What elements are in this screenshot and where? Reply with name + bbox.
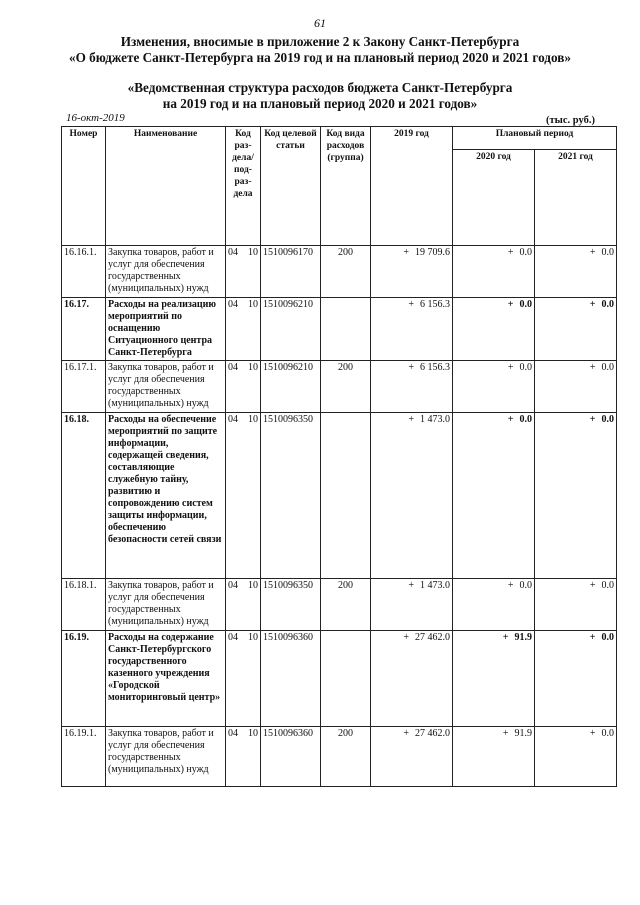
budget-table [61, 126, 617, 787]
header-plan-period: Плановый период [453, 127, 617, 150]
amount-sign: + [589, 247, 596, 258]
row-vid [321, 631, 371, 727]
document-subtitle-line-1: «Ведомственная структура расходов бюджета Санкт-Петербурга [127, 80, 513, 95]
row-amount-2019 [371, 579, 453, 631]
row-amount-2019 [371, 361, 453, 413]
amount-sign: + [502, 728, 509, 739]
row-name: Закупка товаров, работ и услуг для обеспечения государственных (муниципальных) нужд [106, 361, 226, 413]
amount-value: 0.0 [601, 580, 614, 591]
amount-value: 0.0 [601, 728, 614, 739]
table-row [62, 727, 617, 787]
row-razdel: 04 [226, 579, 244, 631]
row-amount-2020 [453, 298, 535, 361]
row-number: 16.17.1. [62, 361, 106, 413]
row-amount-2019 [371, 727, 453, 787]
row-podrazdel: 10 [244, 631, 261, 727]
header-2021: 2021 год [535, 150, 617, 246]
units-label: (тыс. руб.) [546, 115, 595, 126]
row-name: Закупка товаров, работ и услуг для обеспечения государственных (муниципальных) нужд [106, 246, 226, 298]
header-vid: Код вида расходов (группа) [321, 127, 371, 246]
amount-value: 0.0 [519, 362, 532, 373]
amount-value: 91.9 [514, 728, 532, 739]
row-number: 16.19.1. [62, 727, 106, 787]
row-amount-2021 [535, 298, 617, 361]
row-article: 1510096170 [261, 246, 321, 298]
row-name: Закупка товаров, работ и услуг для обеспечения государственных (муниципальных) нужд [106, 579, 226, 631]
row-razdel: 04 [226, 631, 244, 727]
amount-sign: + [403, 728, 409, 739]
amount-value: 0.0 [601, 362, 614, 373]
row-podrazdel: 10 [244, 727, 261, 787]
row-vid [321, 413, 371, 579]
row-number: 16.17. [62, 298, 106, 361]
row-amount-2021 [535, 246, 617, 298]
amount-value: 91.9 [514, 632, 532, 643]
table-row [62, 631, 617, 727]
row-amount-2019 [371, 413, 453, 579]
row-number: 16.18. [62, 413, 106, 579]
row-vid: 200 [321, 361, 371, 413]
row-number: 16.16.1. [62, 246, 106, 298]
row-amount-2019 [371, 298, 453, 361]
row-amount-2020 [453, 413, 535, 579]
document-title [0, 34, 640, 66]
row-article: 1510096210 [261, 361, 321, 413]
row-name: Закупка товаров, работ и услуг для обеспечения государственных (муниципальных) нужд [106, 727, 226, 787]
amount-value: 0.0 [519, 247, 532, 258]
amount-value: 0.0 [519, 299, 532, 310]
row-article: 1510096360 [261, 727, 321, 787]
document-date: 16-окт-2019 [66, 112, 125, 124]
row-razdel: 04 [226, 727, 244, 787]
document-subtitle-line-2: на 2019 год и на плановый период 2020 и 2021 годов» [162, 96, 478, 111]
row-vid: 200 [321, 246, 371, 298]
amount-sign: + [403, 632, 409, 643]
row-amount-2020 [453, 631, 535, 727]
row-vid: 200 [321, 579, 371, 631]
amount-value: 27 462.0 [415, 632, 450, 643]
amount-value: 0.0 [601, 299, 614, 310]
amount-sign: + [502, 632, 509, 643]
row-podrazdel: 10 [244, 246, 261, 298]
row-amount-2021 [535, 361, 617, 413]
row-number: 16.19. [62, 631, 106, 727]
amount-sign: + [403, 247, 409, 258]
row-name: Расходы на обеспечение мероприятий по защите информации, содержащей сведения, составляющие служебную тайну, развитию и сопровождению систем защиты информации, обеспечению безопасности сетей связи [106, 413, 226, 579]
amount-sign: + [589, 414, 596, 425]
row-amount-2019 [371, 631, 453, 727]
amount-sign: + [408, 414, 414, 425]
amount-value: 1 473.0 [420, 580, 450, 591]
amount-value: 1 473.0 [420, 414, 450, 425]
document-title-line-2: «О бюджете Санкт-Петербурга на 2019 год и на плановый период 2020 и 2021 годов» [69, 50, 571, 65]
amount-value: 19 709.6 [415, 247, 450, 258]
row-razdel: 04 [226, 298, 244, 361]
amount-sign: + [507, 580, 514, 591]
amount-value: 0.0 [601, 632, 614, 643]
row-name: Расходы на реализацию мероприятий по оснащению Ситуационного центра Санкт-Петербурга [106, 298, 226, 361]
amount-sign: + [589, 632, 596, 643]
budget-table-body [62, 246, 617, 787]
amount-value: 6 156.3 [420, 362, 450, 373]
amount-value: 27 462.0 [415, 728, 450, 739]
amount-value: 0.0 [519, 580, 532, 591]
row-amount-2021 [535, 579, 617, 631]
row-amount-2021 [535, 631, 617, 727]
row-amount-2020 [453, 727, 535, 787]
document-title-line-1: Изменения, вносимые в приложение 2 к Закону Санкт-Петербурга [120, 34, 520, 49]
header-2019: 2019 год [371, 127, 453, 246]
amount-sign: + [589, 580, 596, 591]
amount-sign: + [589, 362, 596, 373]
header-article: Код целевой статьи [261, 127, 321, 246]
row-podrazdel: 10 [244, 361, 261, 413]
table-row [62, 298, 617, 361]
row-podrazdel: 10 [244, 579, 261, 631]
header-number: Номер [62, 127, 106, 246]
row-amount-2020 [453, 246, 535, 298]
row-vid: 200 [321, 727, 371, 787]
row-amount-2020 [453, 579, 535, 631]
row-vid [321, 298, 371, 361]
document-subtitle [0, 80, 640, 112]
row-article: 1510096210 [261, 298, 321, 361]
amount-sign: + [507, 362, 514, 373]
row-article: 1510096350 [261, 579, 321, 631]
amount-sign: + [408, 362, 414, 373]
amount-sign: + [589, 728, 596, 739]
row-razdel: 04 [226, 361, 244, 413]
row-article: 1510096350 [261, 413, 321, 579]
amount-sign: + [507, 414, 514, 425]
amount-value: 0.0 [601, 414, 614, 425]
amount-sign: + [589, 299, 596, 310]
row-amount-2019 [371, 246, 453, 298]
row-amount-2021 [535, 727, 617, 787]
page-number: 61 [314, 16, 326, 30]
table-row [62, 413, 617, 579]
amount-sign: + [507, 299, 514, 310]
table-row [62, 579, 617, 631]
amount-value: 6 156.3 [420, 299, 450, 310]
amount-sign: + [408, 580, 414, 591]
row-amount-2021 [535, 413, 617, 579]
amount-sign: + [408, 299, 414, 310]
row-razdel: 04 [226, 246, 244, 298]
row-razdel: 04 [226, 413, 244, 579]
amount-value: 0.0 [601, 247, 614, 258]
header-razdel: Код раз-дела/ под-раз-дела [226, 127, 261, 246]
header-name: Наименование [106, 127, 226, 246]
row-name: Расходы на содержание Санкт-Петербургского государственного казенного учреждения «Городской мониторинговый центр» [106, 631, 226, 727]
table-row [62, 361, 617, 413]
row-amount-2020 [453, 361, 535, 413]
table-row [62, 246, 617, 298]
header-2020: 2020 год [453, 150, 535, 246]
amount-value: 0.0 [519, 414, 532, 425]
row-podrazdel: 10 [244, 413, 261, 579]
row-podrazdel: 10 [244, 298, 261, 361]
row-article: 1510096360 [261, 631, 321, 727]
row-number: 16.18.1. [62, 579, 106, 631]
amount-sign: + [507, 247, 514, 258]
